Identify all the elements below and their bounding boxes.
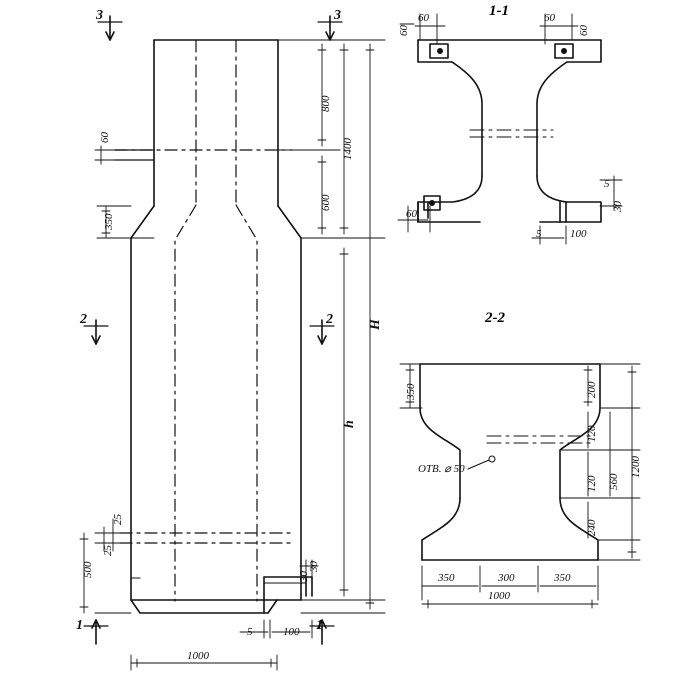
dim-30-right-b: 30 (308, 561, 320, 572)
dim-5-bottom: 5 (247, 626, 253, 638)
s11-dim-5-bottom: 5 (536, 228, 542, 240)
dim-800: 800 (320, 95, 332, 112)
section-mark-2-left: 2 (80, 312, 87, 327)
s22-dim-350: 350 (405, 383, 417, 400)
s22-dim-300: 300 (498, 572, 515, 584)
s22-dim-120-b: 120 (586, 475, 598, 492)
section-mark-2-right: 2 (326, 312, 333, 327)
section-mark-1-left: 1 (76, 618, 83, 633)
s11-dim-60-tl: 60 (418, 12, 429, 24)
section-mark-3-top-right: 3 (334, 8, 341, 23)
dim-30-right: 30 (298, 571, 310, 582)
s22-dim-200: 200 (586, 381, 598, 398)
s11-dim-60-tl-b: 60 (398, 25, 410, 36)
dim-1000-bottom: 1000 (187, 650, 209, 662)
section-mark-1-right: 1 (316, 618, 323, 633)
dim-100-bottom: 100 (283, 626, 300, 638)
s11-dim-5-right: 5 (604, 178, 610, 190)
s11-dim-30-right: 30 (612, 201, 624, 212)
section-mark-3-top-left: 3 (96, 8, 103, 23)
s22-dim-240: 240 (586, 519, 598, 536)
section-title-2-2: 2-2 (485, 310, 505, 326)
dim-600: 600 (320, 194, 332, 211)
s11-dim-60-left: 60 (406, 208, 417, 220)
s22-dim-1000: 1000 (488, 590, 510, 602)
dim-350: 350 (103, 213, 115, 230)
s22-hole-note: ОТВ. ⌀ 50 (418, 463, 465, 475)
label-h: h (342, 420, 357, 428)
s11-dim-100-bottom: 100 (570, 228, 587, 240)
s11-dim-60-tr: 60 (544, 12, 555, 24)
label-H: H (368, 319, 383, 330)
section-title-1-1: 1-1 (489, 3, 509, 19)
dim-25-a: 25 (102, 545, 114, 556)
dim-500: 500 (82, 561, 94, 578)
s22-dim-560: 560 (608, 473, 620, 490)
s11-dim-60-tr-b: 60 (578, 25, 590, 36)
dim-25-b: 25 (112, 514, 124, 525)
s22-dim-1200: 1200 (630, 456, 642, 478)
dim-1400: 1400 (342, 138, 354, 160)
dim-60-top-left: 60 (99, 132, 111, 143)
s22-dim-350-a: 350 (438, 572, 455, 584)
s22-dim-350-b: 350 (554, 572, 571, 584)
s22-dim-120-a: 120 (586, 425, 598, 442)
